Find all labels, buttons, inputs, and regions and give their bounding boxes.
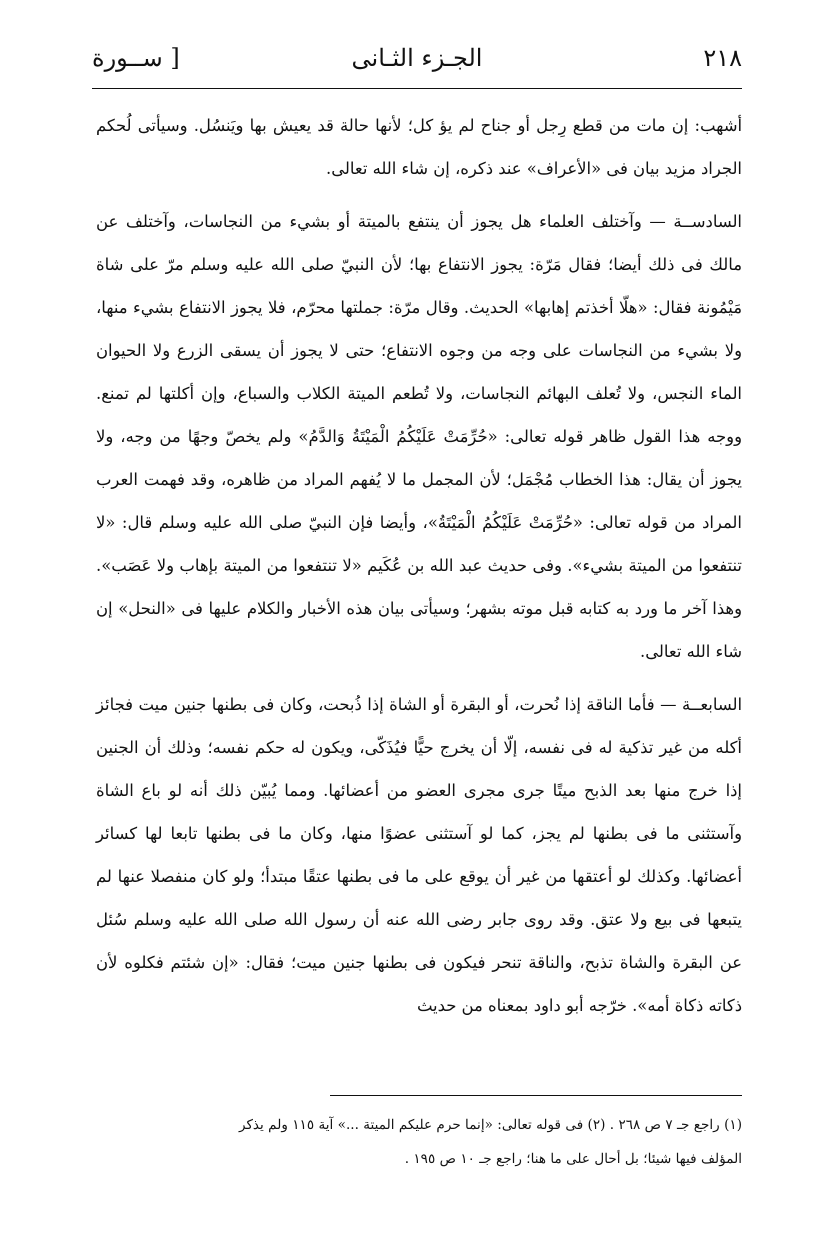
- running-title: الجـزء الثـانى: [351, 44, 483, 72]
- page-header: [92, 38, 742, 78]
- page-number: ٢١٨: [703, 44, 742, 72]
- footnote-line-1: (١) راجع جـ ٧ ص ٢٦٨ . (٢) فى قوله تعالى: «إنما حرم عليكم الميتة ...» آية ١١٥ ولم يذكر: [238, 1117, 742, 1133]
- footnote-rule: [330, 1095, 742, 1096]
- paragraph-1: أشهب: إن مات من قطع رِجل أو جناح لم يؤ كل؛ لأنها حالة قد يعيش بها ويَنسُل. وسيأتى لُحكم الجراد مزيد بيان فى «الأعراف» عند ذكره، إن شاء الله تعالى.: [96, 116, 742, 178]
- sura-label: [ ســورة: [92, 44, 180, 72]
- paragraph-3: السابعــة — فأما الناقة إذا نُحرت، أو البقرة أو الشاة إذا ذُبحت، وكان فى بطنها جنين ميت فجائز أكله من غير تذكية له فى نفسه، إلّا أن يخرج حيًّا فيُذَكّى، ويكون له حكم نفسه؛ وذلك أن الجنين إذا خرج منها بعد الذبح ميتًا جرى مجرى العضو من أعضائها. ومما يُبيّن ذلك أنه لو باع الشاة وآستثنى ما فى بطنها لم يجز، كما لو آستثنى عضوًا منها، وكان ما فى بطنها تابعا لها كسائر أعضائها. وكذلك لو أعتقها من غير أن يوقع على ما فى بطنها عتقًا مبتدأ؛ ولو كان منفصلا عنها لم يتبعها فى بيع ولا عتق. وقد روى جابر رضى الله عنه أن رسول الله صلى الله عليه وسلم سُئل عن البقرة والشاة تذبح، والناقة تنحر فيكون فى بطنها جنين ميت؛ فقال: «إن شئتم فكلوه لأن ذكاته ذكاة أمه». خرّجه أبو داود بمعناه من حديث: [96, 695, 742, 1015]
- header-rule: [92, 88, 742, 89]
- paragraph-2: السادســة — وآختلف العلماء هل يجوز أن ينتفع بالميتة أو بشيء من النجاسات، وآختلف عن مالك فى ذلك أيضا؛ فقال مَرّة: يجوز الانتفاع بها؛ لأن النبيّ صلى الله عليه وسلم مرّ على شاة مَيْمُونة فقال: «هلّا أخذتم إهابها» الحديث. وقال مرّة: جملتها محرّم، فلا يجوز الانتفاع بشيء منها، ولا بشيء من النجاسات على وجه من وجوه الانتفاع؛ حتى لا يجوز أن يسقى الزرع ولا الحيوان الماء النجس، ولا تُعلف البهائم النجاسات، ولا تُطعم الميتة الكلاب والسباع، وإن أكلتها لم تمنع. ووجه هذا القول ظاهر قوله تعالى: «حُرِّمَتْ عَلَيْكُمُ الْمَيْتَةُ وَالدَّمُ» ولم يخصّ وجهًا من وجه، ولا يجوز أن يقال: هذا الخطاب مُجْمَل؛ لأن المجمل ما لا يُفهم المراد من ظاهره، وقد فهمت العرب المراد من قوله تعالى: «حُرِّمَتْ عَلَيْكُمُ الْمَيْتَةُ»، وأيضا فإن النبيّ صلى الله عليه وسلم قال: «لا تنتفعوا من الميتة بشيء». وفى حديث عبد الله بن عُكَيم «لا تنتفعوا من الميتة بإهاب ولا عَصَب». وهذا آخر ما ورد به كتابه قبل موته بشهر؛ وسيأتى بيان هذه الأخبار والكلام عليها فى «النحل» إن شاء الله تعالى.: [96, 212, 742, 661]
- footnote-line-2: المؤلف فيها شيئا؛ بل أحال على ما هنا؛ راجع جـ ١٠ ص ١٩٥ .: [404, 1151, 742, 1167]
- footnotes: [96, 1108, 742, 1176]
- main-text: [96, 104, 742, 1027]
